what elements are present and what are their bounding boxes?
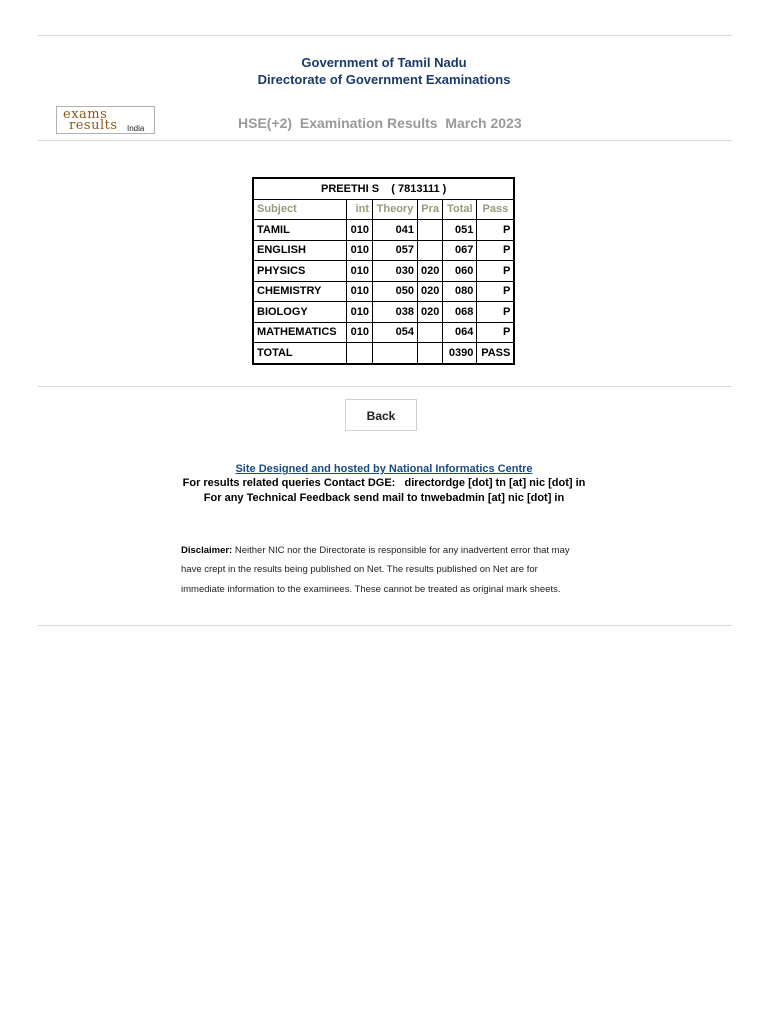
col-pass: Pass <box>477 199 515 220</box>
pra-cell <box>418 322 443 343</box>
disclaimer <box>181 541 581 599</box>
int-cell: 010 <box>347 281 373 302</box>
pass-cell: P <box>477 281 515 302</box>
exam-title: HSE(+2) Examination Results March 2023 <box>238 115 522 131</box>
header-directorate: Directorate of Government Examinations <box>257 72 511 87</box>
theory-cell: 038 <box>373 302 418 323</box>
disclaimer-text: Neither NIC nor the Directorate is responsible for any inadvertent error that may have crept in the results being published on Net. The results published on Net are for immediate information to the examinees. These cannot be treated as original mark sheets. <box>181 545 570 595</box>
table-divider <box>38 386 732 387</box>
pra-cell <box>418 240 443 261</box>
col-total: Total <box>443 199 477 220</box>
col-theory: Theory <box>373 199 418 220</box>
int-cell: 010 <box>347 220 373 241</box>
theory-cell: 050 <box>373 281 418 302</box>
pass-cell: PASS <box>477 343 515 364</box>
pra-cell <box>418 343 443 364</box>
subject-cell: PHYSICS <box>253 261 347 282</box>
theory-cell: 054 <box>373 322 418 343</box>
subject-cell: CHEMISTRY <box>253 281 347 302</box>
int-cell: 010 <box>347 240 373 261</box>
subject-cell: MATHEMATICS <box>253 322 347 343</box>
total-cell: 064 <box>443 322 477 343</box>
header-divider <box>38 140 732 141</box>
pra-cell: 020 <box>418 302 443 323</box>
table-row <box>253 302 514 323</box>
table-row <box>253 322 514 343</box>
theory-cell <box>373 343 418 364</box>
top-divider <box>38 35 732 36</box>
int-cell <box>347 343 373 364</box>
pass-cell: P <box>477 240 515 261</box>
subject-cell: TOTAL <box>253 343 347 364</box>
int-cell: 010 <box>347 261 373 282</box>
logo-text-results: results <box>69 118 118 133</box>
back-button[interactable]: Back <box>345 399 417 431</box>
pass-cell: P <box>477 261 515 282</box>
theory-cell: 041 <box>373 220 418 241</box>
table-row <box>253 261 514 282</box>
pra-cell: 020 <box>418 281 443 302</box>
pass-cell: P <box>477 322 515 343</box>
subject-cell: BIOLOGY <box>253 302 347 323</box>
student-row <box>253 178 514 199</box>
nic-link[interactable]: Site Designed and hosted by National Informatics Centre <box>235 463 533 475</box>
table-row <box>253 281 514 302</box>
theory-cell: 030 <box>373 261 418 282</box>
total-cell: 060 <box>443 261 477 282</box>
pass-cell: P <box>477 302 515 323</box>
col-pra: Pra <box>418 199 443 220</box>
subject-cell: TAMIL <box>253 220 347 241</box>
total-row <box>253 343 514 364</box>
exams-results-logo[interactable] <box>56 106 155 134</box>
int-cell: 010 <box>347 322 373 343</box>
total-cell: 067 <box>443 240 477 261</box>
student-name-id: PREETHI S ( 7813111 ) <box>253 178 514 199</box>
column-header-row <box>253 199 514 220</box>
feedback-text: For any Technical Feedback send mail to tnwebadmin [at] nic [dot] in <box>203 492 565 504</box>
total-cell: 0390 <box>443 343 477 364</box>
pra-cell <box>418 220 443 241</box>
header-government: Government of Tamil Nadu <box>301 55 467 70</box>
pra-cell: 020 <box>418 261 443 282</box>
logo-text-exams: exams <box>63 107 108 122</box>
col-subject: Subject <box>253 199 347 220</box>
subject-cell: ENGLISH <box>253 240 347 261</box>
bottom-divider <box>38 625 732 626</box>
table-row <box>253 240 514 261</box>
theory-cell: 057 <box>373 240 418 261</box>
pass-cell: P <box>477 220 515 241</box>
col-int: int <box>347 199 373 220</box>
total-cell: 068 <box>443 302 477 323</box>
total-cell: 051 <box>443 220 477 241</box>
contact-text: For results related queries Contact DGE: directordge [dot] tn [at] nic [dot] in <box>182 477 586 489</box>
table-row <box>253 220 514 241</box>
disclaimer-label: Disclaimer: <box>181 545 233 556</box>
results-table <box>252 177 515 365</box>
total-cell: 080 <box>443 281 477 302</box>
int-cell: 010 <box>347 302 373 323</box>
logo-text-india: India <box>127 124 145 133</box>
